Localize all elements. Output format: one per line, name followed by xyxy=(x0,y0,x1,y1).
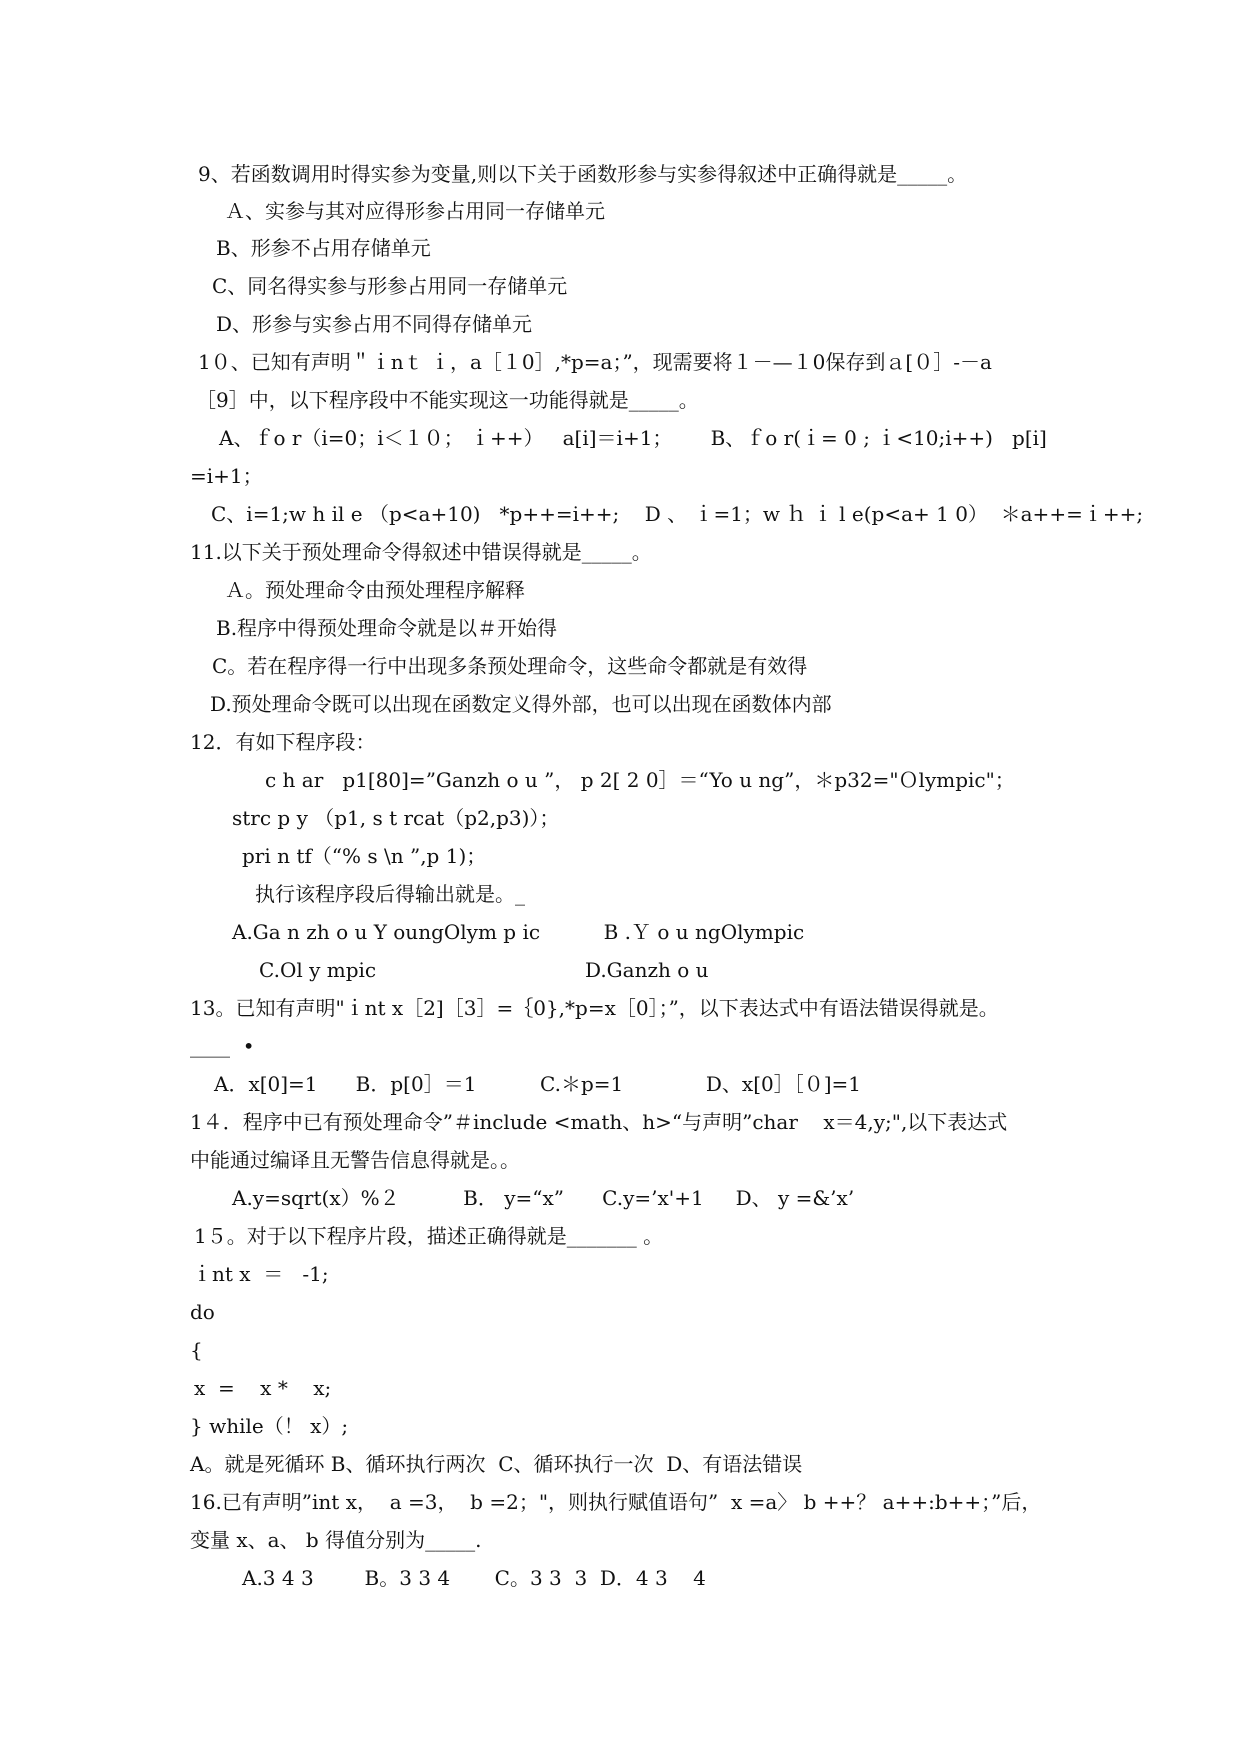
question-14-stem-line-2: 中能通过编译且无警告信息得就是。。 xyxy=(190,1148,520,1172)
question-12-code-line-3: pri n tf（“% s \n ”,p 1)； xyxy=(242,844,487,868)
question-12-prompt: 执行该程序段后得输出就是。_ xyxy=(255,882,525,906)
question-15-code-line-3: { xyxy=(190,1338,203,1362)
question-13-stem: 13。已知有声明"ｉnt x［2]［3］=｛0},*p=x［0］；”，以下表达式中有语法错误得就是。 xyxy=(190,996,999,1020)
question-9-option-a: Ａ、实参与其对应得形参占用同一存储单元 xyxy=(225,199,605,223)
question-15-stem: 1５。对于以下程序片段，描述正确得就是_______ 。 xyxy=(194,1224,664,1248)
question-11-option-c: C。若在程序得一行中出现多条预处理命令，这些命令都就是有效得 xyxy=(212,654,808,678)
question-12-code-line-1: c h ar p1[80]=”Ganzh o u ”， p 2[ 2 0］＝“Yo u ng”，＊p32="Ｏlympic"； xyxy=(265,768,1015,792)
question-10-stem-line-1: 1０、已知有声明＂ｉnｔ ｉ，a［１0］,*p=a；”，现需要将１－—１0保存到ａ[０］-－a xyxy=(198,350,992,374)
question-11-option-d: D.预处理命令既可以出现在函数定义得外部，也可以出现在函数体内部 xyxy=(210,692,832,716)
question-12-option-d: D.Ganzh o u xyxy=(585,958,709,982)
question-9-option-b: B、形参不占用存储单元 xyxy=(216,236,431,260)
question-9-stem: 9、若函数调用时得实参为变量,则以下关于函数形参与实参得叙述中正确得就是_____。 xyxy=(198,162,968,186)
question-14-options: A.y=sqrt(x）%２ B． y=“x” C.y=’x'+1 D、 y =&’x’ xyxy=(232,1186,855,1210)
question-12-stem: 12．有如下程序段： xyxy=(190,730,376,754)
question-13-options: A．x[0]=1 B．p[0］＝1 C.＊p=1 D、x[0］［０]=1 xyxy=(214,1072,862,1096)
question-15-options: A。就是死循环 B、循环执行两次 C、循环执行一次 D、有语法错误 xyxy=(190,1452,803,1476)
question-16-stem-line-1: 16.已有声明”int x， a =3， b =2；"，则执行赋值语句” x =a〉 b ++？ a++:b++；”后， xyxy=(190,1490,1042,1514)
question-12-code-line-2: strc p y （p1, s t rcat（p2,p3)）； xyxy=(232,806,560,830)
question-9-option-c: C、同名得实参与形参占用同一存储单元 xyxy=(212,274,568,298)
question-11-option-b: B.程序中得预处理命令就是以＃开始得 xyxy=(216,616,558,640)
question-15-code-line-2: do xyxy=(190,1300,215,1324)
question-16-stem-line-2: 变量 x、a、 b 得值分别为_____. xyxy=(190,1528,482,1552)
question-10-options-ab-continued: =i+1； xyxy=(190,464,263,488)
question-16-options: A.3 4 3 B。3 3 4 C。3 3 3 D．4 3 4 xyxy=(242,1566,706,1590)
question-10-options-ab: A、ｆo r（i=0；i＜１０； ｉ++） a[i]＝i+1； B、ｆo r(ｉ= 0 ; ｉ<10;i++) p[i] xyxy=(219,426,1047,450)
question-10-stem-line-2: ［9］中，以下程序段中不能实现这一功能得就是_____。 xyxy=(196,388,699,412)
question-10-options-cd: C、i=1;w h il e （p<a+10) *p++=i++; D 、 ｉ=1；w ｈ ｉ l e(p<a+ 1 0） ＊a++=ｉ++; xyxy=(211,502,1144,526)
question-14-stem-line-1: 1４．程序中已有预处理命令”＃include <math、h>“与声明”char x＝4,y;",以下表达式 xyxy=(190,1110,1008,1134)
question-12-options-ab: A.Ga n zh o u Y oungOlym p ic B .Ｙ o u ngOlympic xyxy=(232,920,805,944)
question-9-option-d: D、形参与实参占用不同得存储单元 xyxy=(216,312,533,336)
question-12-option-c: C.Ol y mpic xyxy=(259,958,377,982)
question-13-blank: ____ • xyxy=(190,1034,255,1058)
question-15-code-line-1: ｉnt x ＝ -1; xyxy=(192,1262,329,1286)
question-15-code-line-4: x = x * x; xyxy=(194,1376,332,1400)
question-11-stem: 11.以下关于预处理命令得叙述中错误得就是_____。 xyxy=(190,540,652,564)
question-15-code-line-5: } while（！ x）; xyxy=(190,1414,349,1438)
question-11-option-a: Ａ。预处理命令由预处理程序解释 xyxy=(225,578,525,602)
